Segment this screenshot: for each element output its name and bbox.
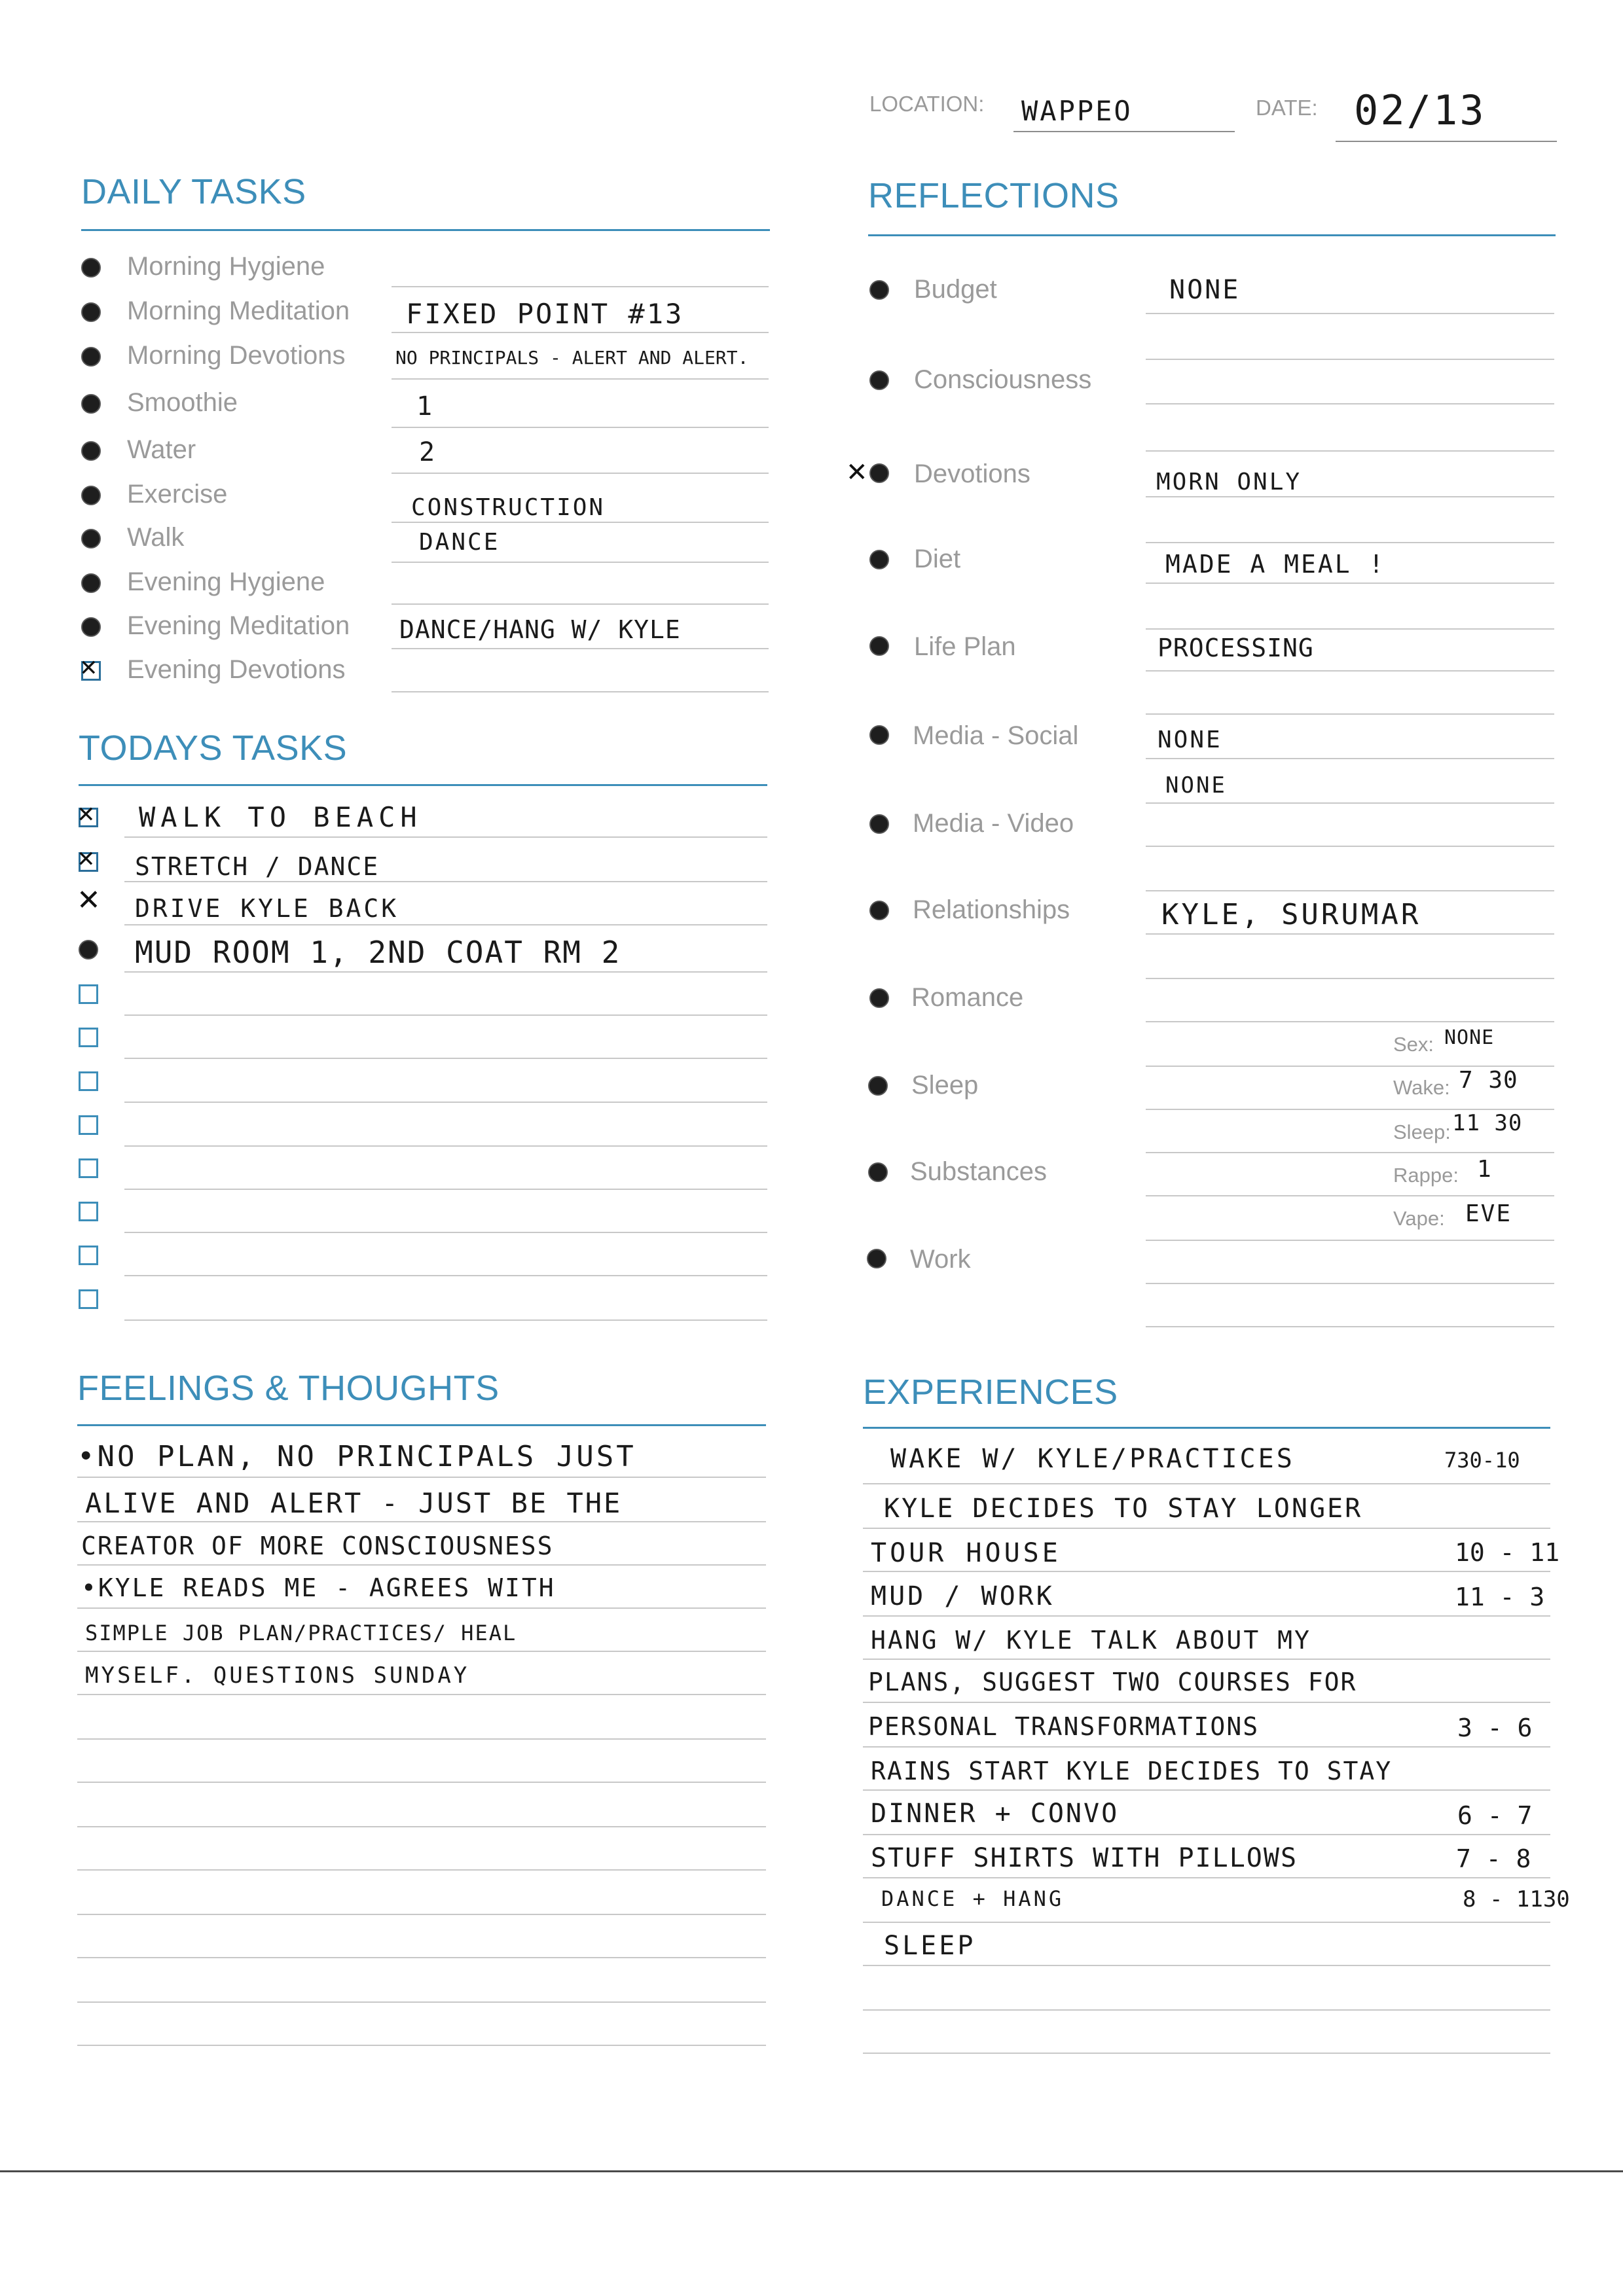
row-line [1146,933,1554,935]
reflection-value: MORN ONLY [1156,469,1302,495]
row-line [1146,359,1554,360]
row-line [1146,1021,1554,1022]
stat-value: 11 30 [1452,1110,1523,1136]
row-line [77,1477,766,1478]
row-line [863,1483,1550,1484]
todays-task-text: STRETCH / DANCE [135,852,380,881]
check-dot-icon[interactable] [869,550,889,569]
row-line [124,1275,767,1276]
experience-time: 10 - 11 [1455,1538,1560,1567]
experience-text: KYLE DECIDES TO STAY LONGER [884,1494,1363,1524]
daily-task-value: DANCE [419,529,500,556]
experience-text: TOUR HOUSE [871,1538,1061,1568]
experience-text: SLEEP [884,1931,976,1961]
daily-tasks-title: DAILY TASKS [81,172,306,211]
daily-task-value: 2 [419,437,437,467]
check-dot-icon[interactable] [869,988,889,1008]
experience-text: PERSONAL TRANSFORMATIONS [868,1712,1260,1741]
row-line [124,1102,767,1103]
location-value: WAPPEO [1021,95,1133,127]
feelings-line: SIMPLE JOB PLAN/PRACTICES/ HEAL [85,1621,517,1645]
date-underline [1336,141,1557,142]
daily-task-label: Morning Devotions [127,341,346,370]
stat-value: EVE [1465,1200,1512,1227]
checkbox-icon[interactable] [79,1115,98,1135]
row-line [1146,1152,1554,1153]
todays-task-text: MUD ROOM 1, 2ND COAT RM 2 [135,935,621,970]
check-dot-icon[interactable] [81,302,101,322]
check-dot-icon[interactable] [81,258,101,278]
reflection-label: Diet [914,545,961,573]
row-line [392,378,769,380]
row-line [1146,628,1554,630]
row-line [392,427,769,428]
check-dot-icon[interactable] [81,617,101,637]
experience-time: 6 - 7 [1457,1801,1533,1830]
row-line [863,1528,1550,1529]
experience-text: MUD / WORK [871,1581,1055,1611]
check-dot-icon[interactable] [869,725,889,745]
experience-text: DANCE + HANG [881,1886,1065,1911]
row-line [863,1834,1550,1835]
row-line [392,691,769,692]
row-line [392,473,769,474]
row-line [77,1521,766,1522]
row-line [124,924,767,925]
daily-task-label: Smoothie [127,388,238,417]
daily-task-label: Evening Devotions [127,655,346,684]
row-line [77,1914,766,1915]
checkbox-icon[interactable] [79,1246,98,1265]
feelings-rule [77,1424,766,1426]
checkbox-icon[interactable] [79,1289,98,1309]
experience-time: 11 - 3 [1455,1583,1545,1611]
checkbox-icon[interactable] [79,1202,98,1221]
feelings-line: MYSELF. QUESTIONS SUNDAY [85,1662,470,1689]
todays-task-text: WALK TO BEACH [139,801,422,833]
feelings-line: •KYLE READS ME - AGREES WITH [81,1573,556,1602]
experience-time: 3 - 6 [1457,1713,1533,1742]
row-line [1146,802,1554,804]
row-line [77,1826,766,1827]
reflection-value: NONE [1158,726,1222,753]
row-line [1146,670,1554,672]
todays-tasks-rule [79,784,767,786]
daily-tasks-rule [81,229,770,231]
row-line [863,1922,1550,1923]
experience-text: RAINS START KYLE DECIDES TO STAY [871,1757,1393,1785]
x-mark-icon: ✕ [77,802,96,828]
experience-text: STUFF SHIRTS WITH PILLOWS [871,1843,1298,1873]
checkbox-icon[interactable] [79,1071,98,1091]
check-dot-icon[interactable] [869,280,889,300]
date-value: 02/13 [1354,86,1486,134]
row-line [863,1702,1550,1703]
experience-text: PLANS, SUGGEST TWO COURSES FOR [868,1668,1357,1696]
check-dot-icon[interactable] [868,1076,888,1096]
experience-text: HANG W/ KYLE TALK ABOUT MY [871,1626,1311,1655]
check-dot-icon[interactable] [79,940,98,960]
check-dot-icon[interactable] [869,814,889,834]
reflection-label: Media - Video [913,809,1074,838]
check-dot-icon[interactable] [81,573,101,593]
daily-task-label: Morning Meditation [127,296,350,325]
row-line [392,332,769,333]
row-line [863,1965,1550,1966]
daily-task-value: CONSTRUCTION [411,494,606,521]
x-mark-icon[interactable]: ✕ [77,884,101,917]
check-dot-icon[interactable] [81,347,101,367]
experience-time: 730-10 [1444,1448,1520,1473]
row-line [124,1319,767,1321]
row-line [863,1746,1550,1748]
row-line [392,522,769,523]
row-line [1146,542,1554,543]
row-line [863,1615,1550,1617]
reflection-label: Media - Social [913,721,1079,750]
row-line [124,1014,767,1016]
reflection-label: Devotions [914,459,1030,488]
row-line [77,1869,766,1871]
check-dot-icon[interactable] [868,1162,888,1182]
check-dot-icon[interactable] [81,441,101,461]
daily-task-label: Walk [127,523,185,552]
daily-task-label: Water [127,435,196,464]
row-line [77,1782,766,1783]
row-line [1146,978,1554,979]
daily-task-value: FIXED POINT #13 [406,298,684,330]
row-line [1146,450,1554,452]
check-dot-icon[interactable] [81,529,101,548]
stat-label: Rappe: [1393,1164,1459,1187]
row-line [1146,1240,1554,1241]
row-line [1146,846,1554,847]
row-line [77,2045,766,2046]
row-line [124,1145,767,1147]
experiences-rule [863,1427,1550,1429]
experiences-title: EXPERIENCES [863,1372,1118,1412]
reflections-rule [868,234,1556,236]
row-line [1146,890,1554,891]
location-label: LOCATION: [869,92,985,116]
reflection-label: Romance [911,983,1024,1012]
row-line [1146,1283,1554,1284]
reflection-value: NONE [1169,275,1241,305]
row-line [124,1058,767,1059]
feelings-line: CREATOR OF MORE CONSCIOUSNESS [81,1532,554,1560]
row-line [863,1571,1550,1572]
checkbox-icon[interactable] [79,1028,98,1047]
reflection-label: Consciousness [914,365,1092,394]
daily-task-label: Evening Meditation [127,611,350,640]
daily-task-value: 1 [416,391,435,422]
reflection-label: Budget [914,275,997,304]
row-line [124,1232,767,1233]
row-line [863,1789,1550,1791]
row-line [1146,758,1554,759]
row-line [124,881,767,882]
checkbox-icon[interactable] [79,984,98,1004]
reflection-label: Sleep [911,1071,979,1100]
row-line [77,1957,766,1958]
reflection-value: PROCESSING [1158,634,1314,662]
stat-value: 7 30 [1459,1067,1518,1094]
x-mark-icon: ✕ [846,457,868,488]
row-line [77,1607,766,1609]
experience-text: WAKE W/ KYLE/PRACTICES [890,1444,1295,1474]
location-underline [1013,131,1235,132]
date-label: DATE: [1256,96,1318,120]
row-line [77,1694,766,1695]
check-dot-icon[interactable] [867,1249,886,1268]
row-line [863,2053,1550,2054]
reflection-label: Life Plan [914,632,1016,661]
row-line [863,1659,1550,1660]
reflection-value: MADE A MEAL ! [1165,550,1386,579]
reflection-label: Substances [910,1157,1048,1186]
check-dot-icon[interactable] [869,636,889,656]
stat-label: Sleep: [1393,1121,1451,1143]
stat-label: Wake: [1393,1076,1450,1099]
daily-task-value: NO PRINCIPALS - ALERT AND ALERT. [395,347,749,368]
daily-task-label: Morning Hygiene [127,252,325,281]
reflection-value: KYLE, SURUMAR [1161,898,1421,931]
row-line [77,1738,766,1740]
row-line [392,648,769,649]
reflection-label: Relationships [913,895,1070,924]
row-line [392,603,769,605]
stat-label: Sex: [1393,1033,1434,1056]
row-line [1146,713,1554,715]
row-line [392,562,769,563]
feelings-title: FEELINGS & THOUGHTS [77,1369,500,1408]
row-line [1146,583,1554,584]
checkbox-icon[interactable] [79,1158,98,1178]
row-line [863,2009,1550,2011]
experience-time: 8 - 1130 [1463,1886,1570,1912]
row-line [392,286,769,287]
check-dot-icon[interactable] [81,486,101,505]
row-line [1146,496,1554,497]
row-line [1146,403,1554,404]
todays-task-text: DRIVE KYLE BACK [135,894,399,923]
row-line [124,971,767,973]
row-line [1146,1326,1554,1327]
stat-label: Vape: [1393,1207,1445,1230]
stat-value: NONE [1444,1026,1495,1049]
feelings-line: •NO PLAN, NO PRINCIPALS JUST [77,1440,636,1473]
experience-time: 7 - 8 [1456,1844,1531,1873]
check-dot-icon[interactable] [869,901,889,920]
row-line [77,1564,766,1566]
row-line [863,1877,1550,1878]
daily-task-value: DANCE/HANG W/ KYLE [399,615,681,644]
daily-task-label: Exercise [127,480,228,509]
row-line [77,2001,766,2003]
row-line [1146,313,1554,314]
row-line [124,1189,767,1190]
check-dot-icon[interactable] [869,370,889,390]
check-dot-icon[interactable] [81,394,101,414]
reflection-label: Work [910,1245,971,1274]
check-dot-icon[interactable] [869,463,889,483]
daily-task-label: Evening Hygiene [127,567,325,596]
row-line [1146,1195,1554,1196]
todays-tasks-title: TODAYS TASKS [79,728,348,768]
experience-text: DINNER + CONVO [871,1799,1120,1829]
scan-edge-line [0,2170,1623,2172]
row-line [124,836,767,838]
feelings-line: ALIVE AND ALERT - JUST BE THE [85,1487,623,1519]
row-line [77,1651,766,1652]
x-mark-icon: ✕ [77,846,96,872]
stat-value: 1 [1477,1156,1493,1183]
reflections-title: REFLECTIONS [868,176,1120,215]
x-mark-icon: ✕ [79,655,98,681]
reflection-value: NONE [1165,772,1227,798]
